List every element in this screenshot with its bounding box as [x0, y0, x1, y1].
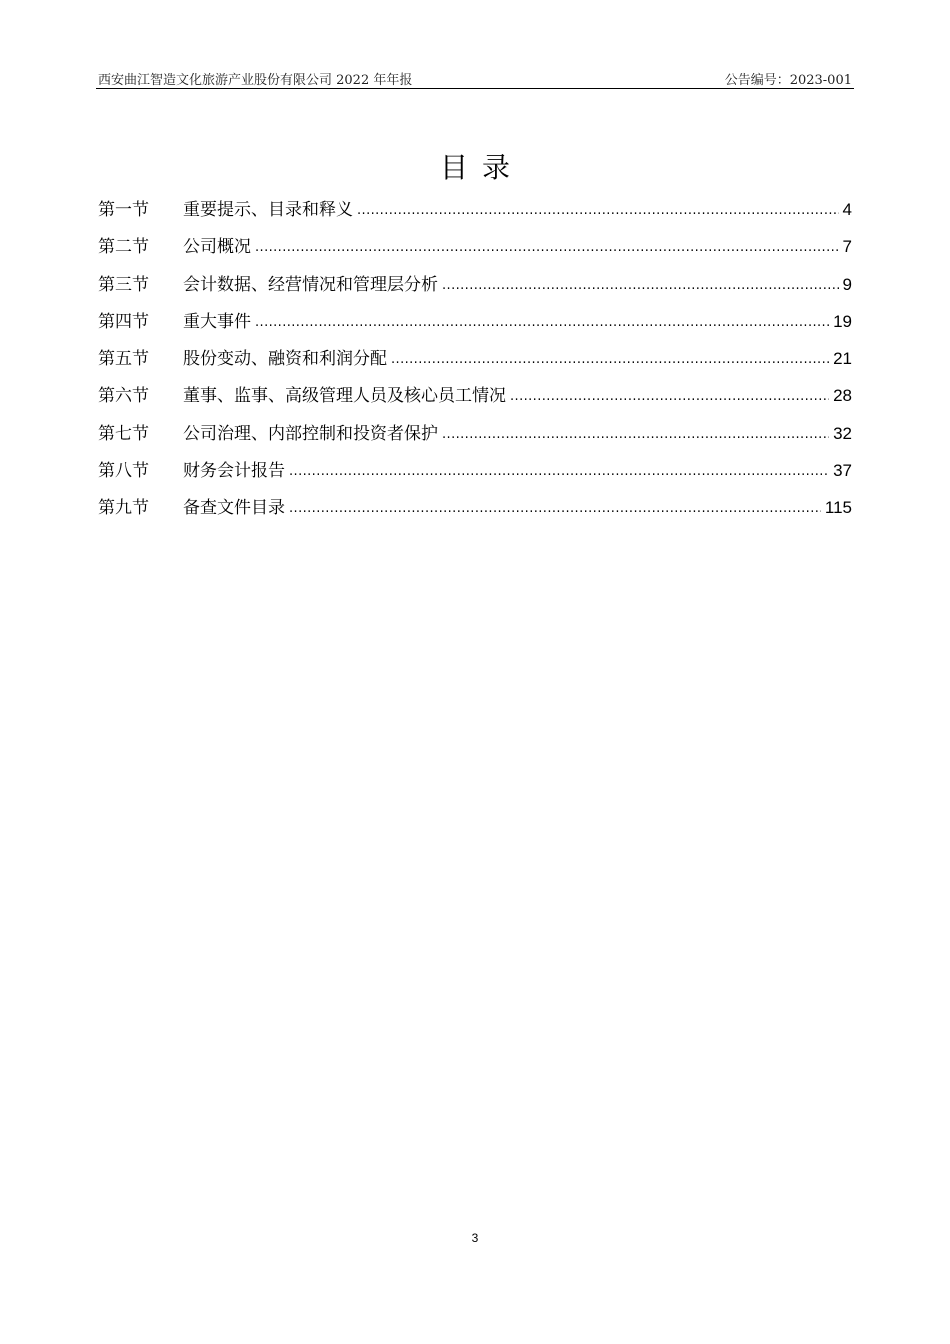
toc-entry-4[interactable] — [98, 308, 852, 345]
toc-leader-dots — [357, 197, 839, 225]
page-header — [96, 66, 854, 89]
toc-section-number: 第四节 — [98, 311, 149, 332]
table-of-contents — [98, 196, 852, 532]
header-company-report-title: 西安曲江智造文化旅游产业股份有限公司 2022 年年报 — [98, 73, 413, 88]
toc-entry-3[interactable] — [98, 271, 852, 308]
footer-page-number: 3 — [471, 1231, 479, 1245]
toc-section-number: 第一节 — [98, 200, 149, 220]
toc-leader-dots — [391, 346, 829, 374]
toc-leader-dots — [442, 421, 829, 449]
toc-section-title: 财务会计报告 — [183, 461, 285, 482]
toc-entry-2[interactable] — [98, 233, 852, 270]
toc-page-number: 9 — [842, 274, 852, 294]
toc-leader-dots — [442, 272, 839, 300]
toc-leader-dots — [289, 458, 829, 486]
toc-page-number: 19 — [833, 311, 852, 331]
toc-section-title: 重要提示、目录和释义 — [183, 200, 353, 220]
toc-section-title: 备查文件目录 — [183, 498, 285, 519]
toc-leader-dots — [510, 383, 829, 411]
toc-page-number: 37 — [833, 461, 852, 481]
toc-entry-6[interactable] — [98, 382, 852, 419]
toc-page-number: 7 — [842, 237, 852, 257]
toc-section-number: 第九节 — [98, 498, 149, 519]
toc-section-number: 第七节 — [98, 423, 149, 444]
toc-heading: 目录 — [439, 151, 524, 184]
toc-section-number: 第三节 — [98, 274, 149, 295]
toc-entry-9[interactable] — [98, 494, 852, 531]
toc-entry-7[interactable] — [98, 420, 852, 457]
toc-entry-1[interactable] — [98, 196, 852, 233]
header-announcement-number: 公告编号：2023-001 — [724, 73, 852, 88]
toc-section-title: 董事、监事、高级管理人员及核心员工情况 — [183, 386, 506, 407]
toc-entry-5[interactable] — [98, 345, 852, 382]
toc-leader-dots — [255, 309, 829, 337]
toc-section-number: 第二节 — [98, 237, 149, 258]
toc-page-number: 32 — [833, 423, 852, 443]
toc-page-number: 21 — [833, 349, 852, 369]
toc-section-title: 公司治理、内部控制和投资者保护 — [183, 423, 438, 444]
toc-section-title: 股份变动、融资和利润分配 — [183, 349, 387, 370]
toc-leader-dots — [289, 495, 821, 523]
toc-page-number: 115 — [824, 498, 852, 518]
toc-page-number: 28 — [833, 386, 852, 406]
toc-section-title: 重大事件 — [183, 311, 251, 332]
toc-page-number: 4 — [842, 200, 852, 219]
toc-section-number: 第八节 — [98, 461, 149, 482]
toc-section-title: 会计数据、经营情况和管理层分析 — [183, 274, 438, 295]
toc-section-number: 第五节 — [98, 349, 149, 370]
toc-entry-8[interactable] — [98, 457, 852, 494]
toc-leader-dots — [255, 234, 839, 262]
toc-section-title: 公司概况 — [183, 237, 251, 258]
toc-section-number: 第六节 — [98, 386, 149, 407]
